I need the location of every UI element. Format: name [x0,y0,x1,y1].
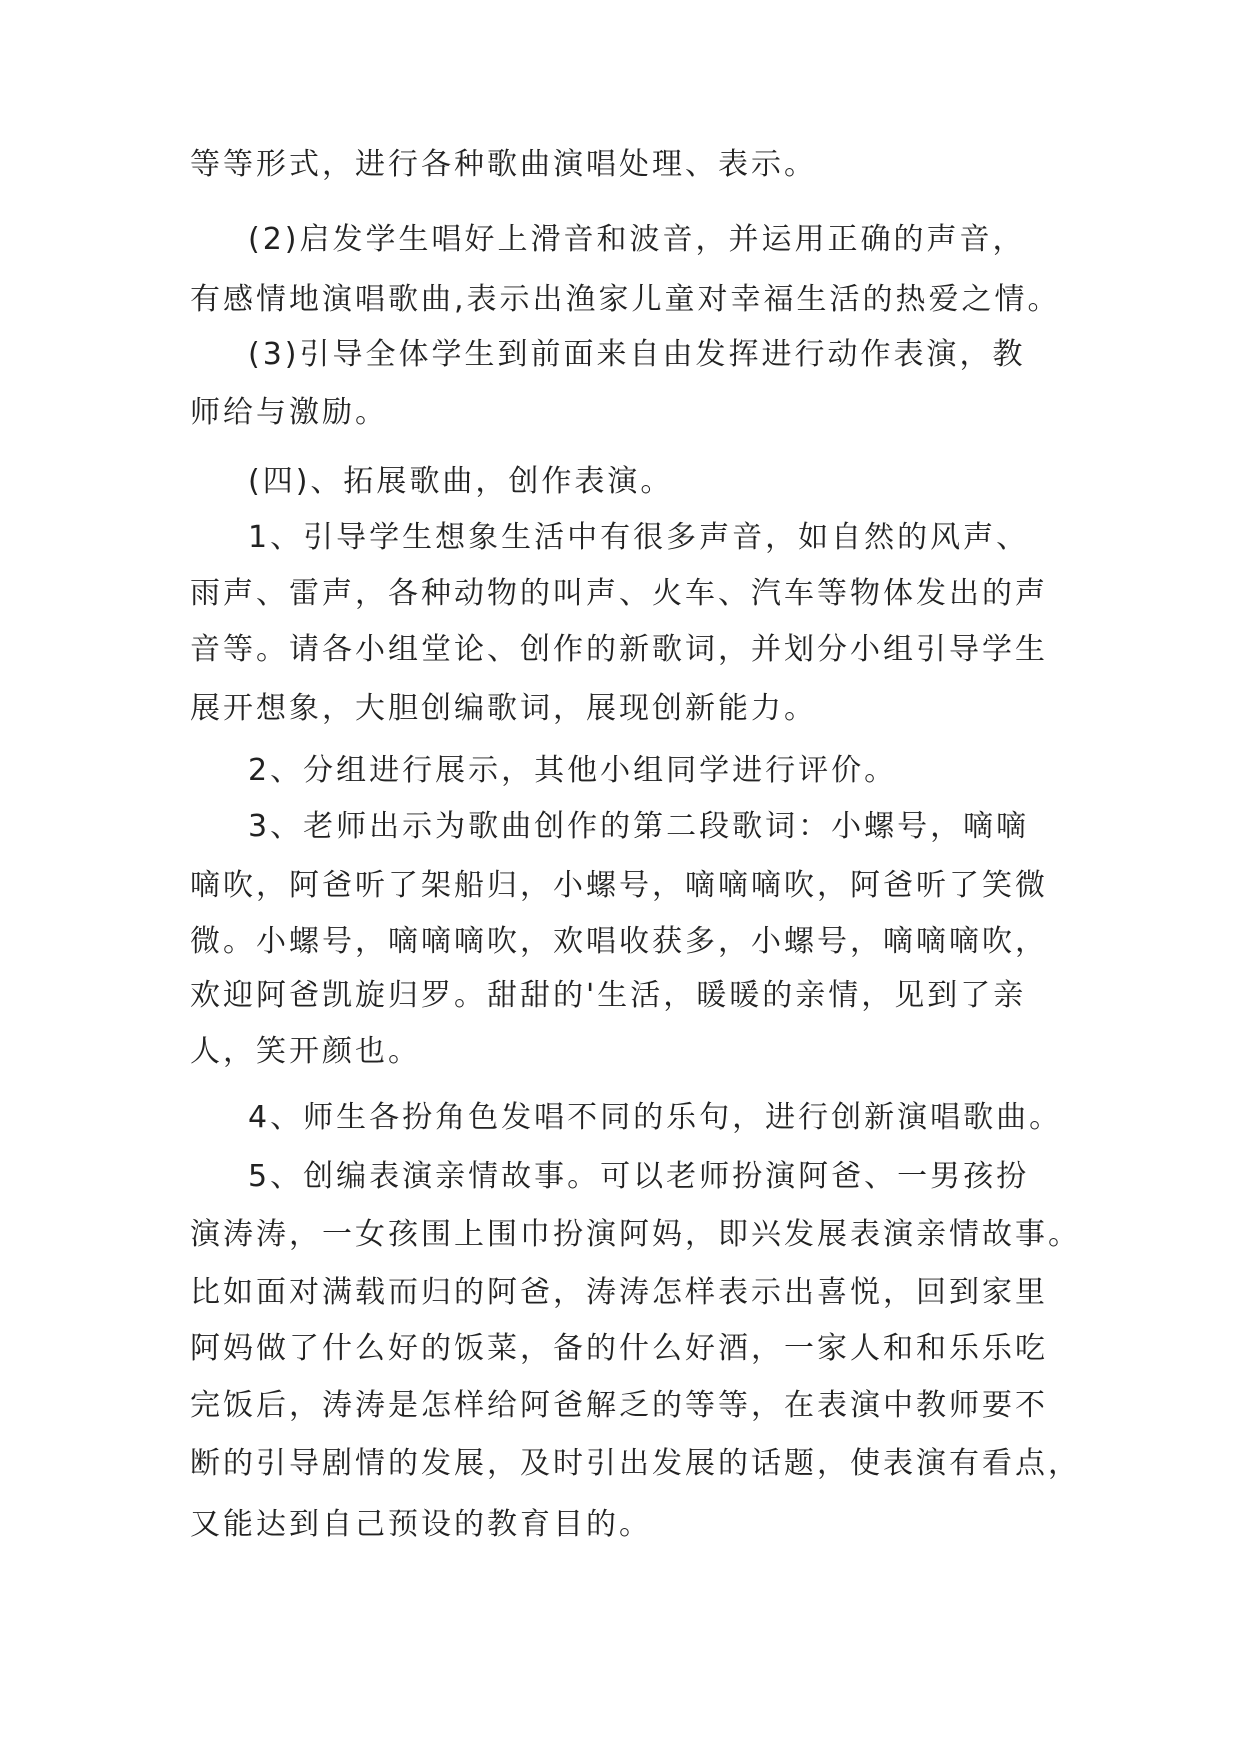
text-line: 嘀吹，阿爸听了架船归，小螺号，嘀嘀嘀吹，阿爸听了笑微 [190,868,1048,903]
text-line: 等等形式，进行各种歌曲演唱处理、表示。 [190,147,817,182]
text-line: 雨声、雷声，各种动物的叫声、火车、汽车等物体发出的声 [190,576,1048,611]
text-line: 欢迎阿爸凯旋归罗。甜甜的'生活，暖暖的亲情，见到了亲 [190,978,1027,1013]
text-line: 阿妈做了什么好的饭菜，备的什么好酒，一家人和和乐乐吃 [190,1331,1048,1366]
text-line: 3、老师出示为歌曲创作的第二段歌词：小螺号，嘀嘀 [248,809,1030,844]
text-line: (2)启发学生唱好上滑音和波音，并运用正确的声音， [248,222,1026,257]
text-line: 比如面对满载而归的阿爸，涛涛怎样表示出喜悦，回到家里 [190,1275,1048,1310]
text-line: 1、引导学生想象生活中有很多声音，如自然的风声、 [248,520,1030,555]
text-line: 人，笑开颜也。 [190,1034,421,1069]
text-line: 音等。请各小组堂论、创作的新歌词，并划分小组引导学生 [190,632,1048,667]
text-line: 4、师生各扮角色发唱不同的乐句，进行创新演唱歌曲。 [248,1100,1063,1135]
section-heading: (四)、拓展歌曲，创作表演。 [248,464,674,499]
text-line: 演涛涛，一女孩围上围巾扮演阿妈，即兴发展表演亲情故事。 [190,1217,1081,1252]
text-line: 2、分组进行展示，其他小组同学进行评价。 [248,753,898,788]
text-line: 完饭后，涛涛是怎样给阿爸解乏的等等，在表演中教师要不 [190,1388,1048,1423]
text-line: 师给与激励。 [190,395,388,430]
text-line: (3)引导全体学生到前面来自由发挥进行动作表演，教 [248,337,1026,372]
text-line: 断的引导剧情的发展，及时引出发展的话题，使表演有看点， [190,1446,1081,1481]
text-line: 展开想象，大胆创编歌词，展现创新能力。 [190,691,817,726]
text-line: 有感情地演唱歌曲,表示出渔家儿童对幸福生活的热爱之情。 [190,282,1061,317]
text-line: 又能达到自己预设的教育目的。 [190,1507,652,1542]
text-line: 5、创编表演亲情故事。可以老师扮演阿爸、一男孩扮 [248,1159,1030,1194]
text-line: 微。小螺号，嘀嘀嘀吹，欢唱收获多，小螺号，嘀嘀嘀吹， [190,924,1048,959]
